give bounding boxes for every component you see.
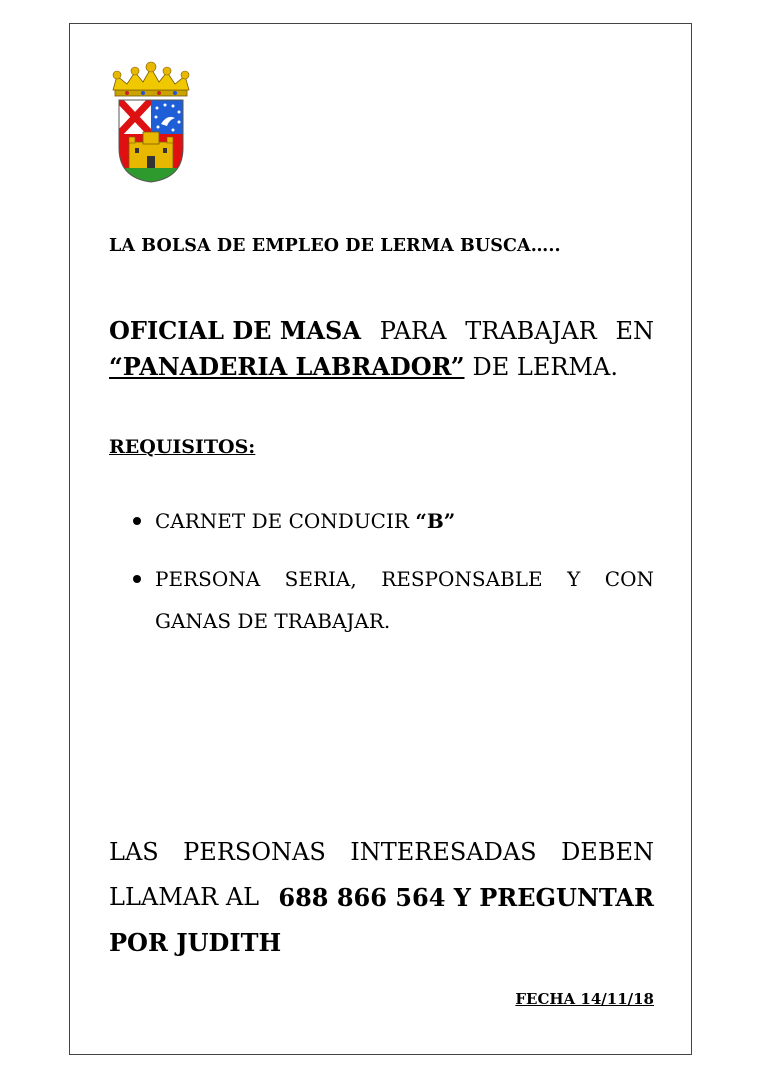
requirement-text: CARNET DE CONDUCIR	[155, 509, 409, 533]
job-line-2	[109, 349, 654, 385]
shield-icon	[119, 100, 183, 184]
date-label: FECHA 14/11/18	[515, 990, 654, 1008]
requirement-word: PERSONA	[155, 567, 261, 591]
requirement-word: CON	[604, 567, 654, 591]
job-word: PARA	[379, 317, 447, 345]
bullet-icon	[133, 575, 141, 583]
job-description	[109, 313, 654, 385]
coat-of-arms-icon	[107, 60, 195, 184]
job-word: EN	[615, 317, 654, 345]
requirement-text: GANAS DE TRABAJAR.	[155, 609, 391, 633]
requirement-word: SERIA,	[284, 567, 357, 591]
job-line-1	[109, 313, 654, 349]
job-word: TRABAJAR	[465, 317, 597, 345]
requirement-word: RESPONSABLE	[381, 567, 543, 591]
contact-text: LLAMAR AL	[109, 883, 260, 911]
requirement-bold: “B”	[415, 509, 456, 533]
requirements-title: REQUISITOS:	[109, 436, 256, 458]
contact-person: POR JUDITH	[109, 928, 282, 957]
contact-line-2	[109, 875, 654, 920]
employer-location: DE LERMA.	[472, 353, 618, 381]
contact-word: DEBEN	[561, 838, 654, 866]
contact-line-1	[109, 830, 654, 875]
bullet-icon	[133, 517, 141, 525]
contact-phone: 688 866 564 Y PREGUNTAR	[278, 883, 654, 912]
contact-word: PERSONAS	[183, 838, 326, 866]
contact-word: LAS	[109, 838, 159, 866]
heading: LA BOLSA DE EMPLEO DE LERMA BUSCA…..	[109, 236, 561, 256]
employer-name: “PANADERIA LABRADOR”	[109, 352, 465, 381]
job-title: OFICIAL DE MASA	[109, 316, 361, 345]
contact-word: INTERESADAS	[350, 838, 537, 866]
crown-icon	[113, 62, 189, 96]
contact-line-3	[109, 920, 654, 965]
requirement-word: Y	[567, 567, 581, 591]
contact-info	[109, 830, 654, 965]
